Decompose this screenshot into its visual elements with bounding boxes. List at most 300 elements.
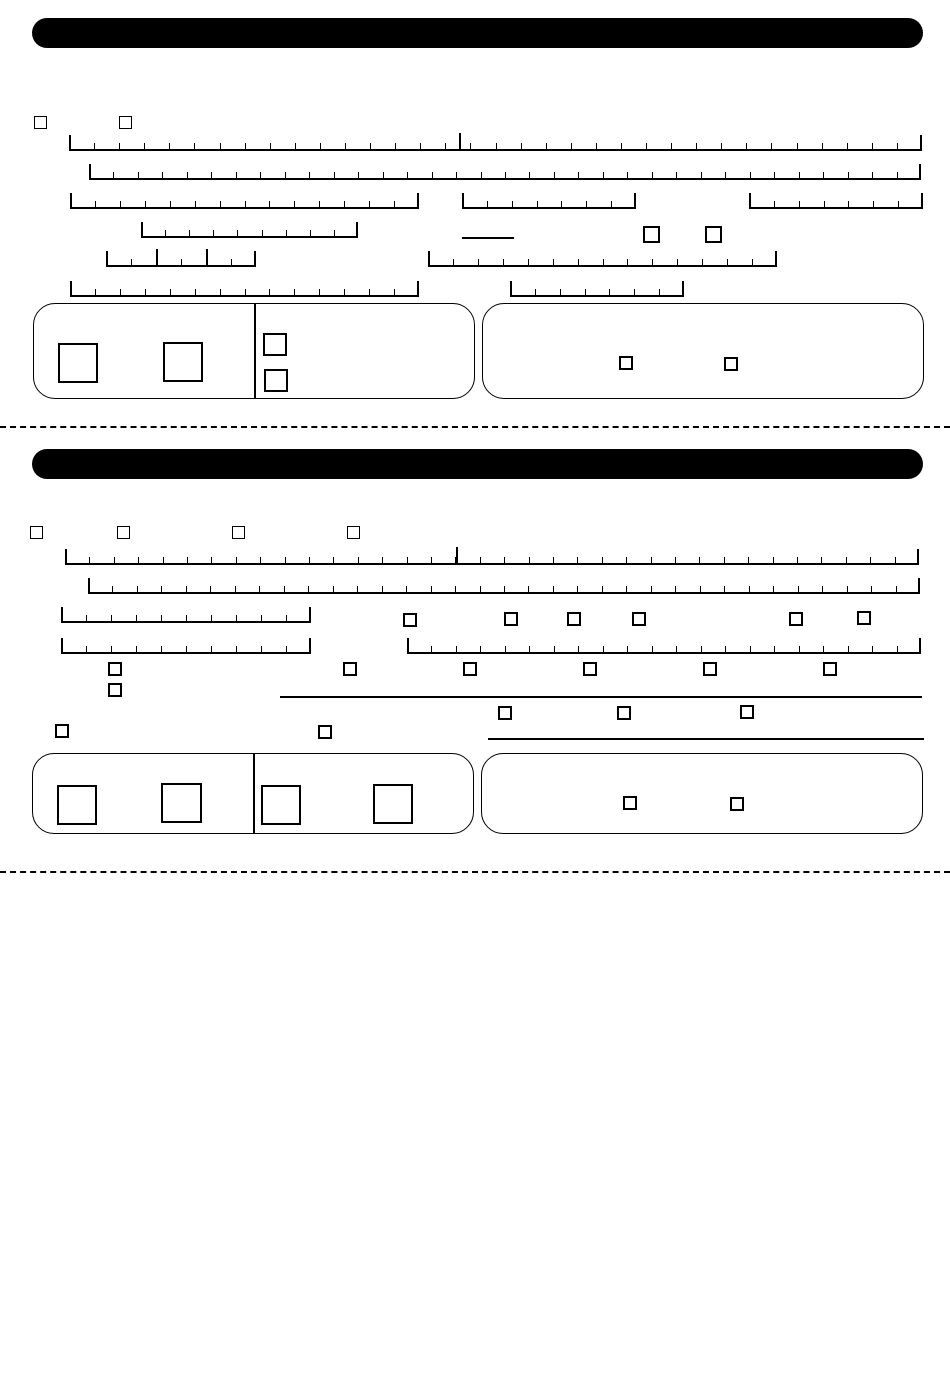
comb-tick bbox=[627, 259, 628, 265]
comb-divider bbox=[459, 133, 461, 149]
comb-tick bbox=[652, 259, 653, 265]
section-a-field-row1[interactable] bbox=[69, 135, 922, 151]
comb-tick bbox=[773, 586, 774, 592]
comb-tick bbox=[578, 259, 579, 265]
comb-tick bbox=[236, 646, 237, 652]
comb-tick bbox=[798, 586, 799, 592]
comb-tick bbox=[823, 646, 824, 652]
section-a-option-box-2[interactable] bbox=[264, 369, 288, 392]
comb-tick bbox=[136, 615, 137, 621]
section-a-checkbox-4[interactable] bbox=[705, 226, 722, 243]
comb-tick bbox=[553, 586, 554, 592]
comb-tick bbox=[847, 143, 848, 149]
section-b-checkbox-20[interactable] bbox=[740, 705, 754, 719]
comb-tick bbox=[675, 557, 676, 563]
section-a-large-box-2[interactable] bbox=[163, 342, 203, 382]
comb-tick bbox=[382, 557, 383, 563]
comb-tick bbox=[675, 586, 676, 592]
comb-tick bbox=[94, 143, 95, 149]
section-b-checkbox-7[interactable] bbox=[567, 612, 581, 626]
comb-tick bbox=[481, 172, 482, 178]
comb-tick bbox=[846, 557, 847, 563]
comb-tick bbox=[120, 201, 121, 207]
comb-tick bbox=[727, 259, 728, 265]
comb-tick bbox=[822, 143, 823, 149]
comb-tick bbox=[211, 172, 212, 178]
comb-ticks bbox=[141, 230, 358, 236]
comb-tick bbox=[189, 230, 190, 236]
comb-tick bbox=[609, 289, 610, 295]
comb-tick bbox=[431, 557, 432, 563]
comb-tick bbox=[603, 646, 604, 652]
comb-tick bbox=[220, 289, 221, 295]
comb-tick bbox=[873, 201, 874, 207]
comb-tick bbox=[213, 230, 214, 236]
section-a-right-checkbox-2[interactable] bbox=[724, 357, 738, 371]
section-a-option-box-1[interactable] bbox=[263, 333, 287, 356]
section-b-checkbox-2[interactable] bbox=[117, 526, 130, 539]
comb-tick bbox=[870, 557, 871, 563]
section-a-large-box-1[interactable] bbox=[58, 343, 98, 383]
comb-tick bbox=[676, 646, 677, 652]
comb-tick bbox=[170, 289, 171, 295]
comb-tick bbox=[496, 143, 497, 149]
comb-tick bbox=[701, 646, 702, 652]
section-b-header-bar bbox=[32, 449, 923, 479]
comb-tick bbox=[236, 557, 237, 563]
section-a-right-checkbox-1[interactable] bbox=[619, 356, 633, 370]
comb-tick bbox=[521, 143, 522, 149]
comb-tick bbox=[659, 289, 660, 295]
comb-tick bbox=[394, 201, 395, 207]
section-b-field-row3[interactable] bbox=[61, 607, 311, 623]
comb-tick bbox=[295, 143, 296, 149]
comb-tick bbox=[407, 557, 408, 563]
comb-tick bbox=[505, 646, 506, 652]
comb-tick bbox=[95, 201, 96, 207]
section-b-checkbox-16[interactable] bbox=[703, 662, 717, 676]
comb-tick bbox=[797, 557, 798, 563]
comb-tick bbox=[456, 172, 457, 178]
comb-tick bbox=[871, 586, 872, 592]
comb-tick bbox=[503, 259, 504, 265]
comb-tick bbox=[245, 201, 246, 207]
comb-tick bbox=[319, 289, 320, 295]
section-a-short-underline bbox=[462, 237, 514, 239]
comb-ticks bbox=[61, 646, 311, 652]
section-a-field-row4[interactable] bbox=[141, 222, 358, 238]
comb-tick bbox=[799, 201, 800, 207]
section-b-large-box-2[interactable] bbox=[161, 783, 202, 823]
comb-tick bbox=[112, 586, 113, 592]
comb-tick bbox=[676, 172, 677, 178]
comb-tick bbox=[823, 172, 824, 178]
comb-tick bbox=[627, 646, 628, 652]
comb-tick bbox=[220, 201, 221, 207]
comb-tick bbox=[145, 201, 146, 207]
comb-tick bbox=[553, 557, 554, 563]
comb-tick bbox=[220, 143, 221, 149]
comb-tick bbox=[453, 259, 454, 265]
section-b-checkbox-22[interactable] bbox=[318, 725, 332, 739]
comb-tick bbox=[824, 201, 825, 207]
comb-tick bbox=[194, 143, 195, 149]
section-b-field-row4a[interactable] bbox=[61, 638, 311, 654]
comb-tick bbox=[370, 143, 371, 149]
comb-tick bbox=[652, 646, 653, 652]
section-a-field-row3c[interactable] bbox=[749, 193, 923, 209]
comb-tick bbox=[161, 586, 162, 592]
comb-tick bbox=[319, 201, 320, 207]
comb-tick bbox=[560, 289, 561, 295]
comb-tick bbox=[145, 289, 146, 295]
comb-tick bbox=[165, 230, 166, 236]
comb-tick bbox=[774, 172, 775, 178]
comb-tick bbox=[561, 201, 562, 207]
comb-tick bbox=[578, 172, 579, 178]
comb-tick bbox=[308, 586, 309, 592]
comb-tick bbox=[169, 143, 170, 149]
section-b-checkbox-8[interactable] bbox=[632, 612, 646, 626]
section-a-field-row6a[interactable] bbox=[70, 281, 419, 297]
comb-tick bbox=[407, 172, 408, 178]
comb-tick bbox=[95, 289, 96, 295]
section-a-checkbox-3[interactable] bbox=[643, 226, 660, 243]
comb-tick bbox=[651, 557, 652, 563]
section-b-field-row2[interactable] bbox=[88, 578, 920, 594]
comb-tick bbox=[611, 201, 612, 207]
comb-tick bbox=[725, 172, 726, 178]
comb-ticks bbox=[70, 201, 419, 207]
comb-tick bbox=[596, 143, 597, 149]
section-b-checkbox-17[interactable] bbox=[823, 662, 837, 676]
section-b-checkbox-11[interactable] bbox=[108, 662, 122, 676]
comb-tick bbox=[701, 172, 702, 178]
comb-tick bbox=[480, 557, 481, 563]
comb-tick bbox=[528, 586, 529, 592]
comb-tick bbox=[120, 289, 121, 295]
comb-tick bbox=[897, 646, 898, 652]
section-b-right-checkbox-1[interactable] bbox=[623, 796, 637, 810]
comb-tick bbox=[634, 289, 635, 295]
section-b-checkbox-5[interactable] bbox=[403, 613, 417, 627]
comb-tick bbox=[284, 586, 285, 592]
comb-tick bbox=[245, 289, 246, 295]
comb-tick bbox=[186, 615, 187, 621]
comb-tick bbox=[111, 615, 112, 621]
comb-tick bbox=[895, 557, 896, 563]
comb-tick bbox=[345, 143, 346, 149]
comb-tick bbox=[260, 172, 261, 178]
comb-tick bbox=[358, 172, 359, 178]
comb-tick bbox=[626, 586, 627, 592]
comb-tick bbox=[286, 646, 287, 652]
comb-tick bbox=[383, 172, 384, 178]
comb-tick bbox=[181, 259, 182, 265]
section-b-checkbox-14[interactable] bbox=[463, 662, 477, 676]
comb-tick bbox=[344, 289, 345, 295]
comb-tick bbox=[186, 646, 187, 652]
comb-tick bbox=[646, 143, 647, 149]
comb-tick bbox=[456, 646, 457, 652]
comb-tick bbox=[535, 289, 536, 295]
comb-tick bbox=[432, 172, 433, 178]
comb-tick bbox=[554, 646, 555, 652]
comb-tick bbox=[86, 615, 87, 621]
comb-tick bbox=[771, 143, 772, 149]
comb-tick bbox=[748, 557, 749, 563]
section-b-checkbox-3[interactable] bbox=[232, 526, 245, 539]
comb-tick bbox=[261, 615, 262, 621]
comb-tick bbox=[187, 172, 188, 178]
comb-tick bbox=[369, 201, 370, 207]
section-b-checkbox-1[interactable] bbox=[30, 526, 43, 539]
comb-tick bbox=[333, 557, 334, 563]
comb-tick bbox=[746, 143, 747, 149]
comb-tick bbox=[357, 586, 358, 592]
comb-tick bbox=[571, 143, 572, 149]
comb-tick bbox=[261, 646, 262, 652]
comb-tick bbox=[270, 143, 271, 149]
section-a-right-panel bbox=[482, 303, 924, 399]
comb-tick bbox=[231, 259, 232, 265]
comb-tick bbox=[822, 586, 823, 592]
comb-tick bbox=[210, 586, 211, 592]
comb-tick bbox=[395, 143, 396, 149]
comb-tick bbox=[621, 143, 622, 149]
section-b-field-row1[interactable] bbox=[65, 549, 919, 565]
comb-tick bbox=[577, 586, 578, 592]
comb-tick bbox=[848, 646, 849, 652]
comb-tick bbox=[773, 557, 774, 563]
comb-tick bbox=[603, 172, 604, 178]
comb-tick bbox=[799, 646, 800, 652]
section-b-checkbox-15[interactable] bbox=[583, 662, 597, 676]
comb-tick bbox=[236, 615, 237, 621]
comb-tick bbox=[724, 557, 725, 563]
comb-tick bbox=[269, 201, 270, 207]
comb-tick bbox=[285, 557, 286, 563]
comb-tick bbox=[821, 557, 822, 563]
section-b-large-box-4[interactable] bbox=[373, 784, 413, 824]
comb-ticks bbox=[89, 172, 921, 178]
comb-tick bbox=[89, 557, 90, 563]
comb-tick bbox=[529, 646, 530, 652]
comb-tick bbox=[603, 259, 604, 265]
cut-line-1 bbox=[0, 426, 950, 428]
comb-tick bbox=[163, 557, 164, 563]
comb-tick bbox=[897, 172, 898, 178]
comb-tick bbox=[262, 230, 263, 236]
comb-tick bbox=[285, 172, 286, 178]
comb-tick bbox=[86, 646, 87, 652]
comb-tick bbox=[344, 201, 345, 207]
comb-tick bbox=[537, 201, 538, 207]
comb-tick bbox=[211, 615, 212, 621]
section-b-left-panel-divider bbox=[253, 753, 255, 834]
comb-tick bbox=[162, 172, 163, 178]
comb-tick bbox=[799, 172, 800, 178]
comb-tick bbox=[627, 172, 628, 178]
cut-line-2 bbox=[0, 871, 950, 873]
comb-tick bbox=[211, 646, 212, 652]
section-b-field-row4b[interactable] bbox=[407, 638, 921, 654]
comb-tick bbox=[369, 289, 370, 295]
comb-tick bbox=[848, 172, 849, 178]
section-b-checkbox-19[interactable] bbox=[617, 706, 631, 720]
section-a-checkbox-2[interactable] bbox=[119, 116, 132, 129]
comb-tick bbox=[487, 201, 488, 207]
comb-tick bbox=[872, 172, 873, 178]
comb-tick bbox=[431, 646, 432, 652]
comb-tick bbox=[721, 143, 722, 149]
comb-ticks bbox=[61, 615, 311, 621]
comb-tick bbox=[626, 557, 627, 563]
comb-ticks bbox=[510, 289, 684, 295]
section-a-header-bar bbox=[32, 18, 923, 48]
comb-tick bbox=[382, 586, 383, 592]
section-b-checkbox-21[interactable] bbox=[55, 724, 69, 738]
comb-tick bbox=[111, 646, 112, 652]
section-b-checkbox-6[interactable] bbox=[504, 612, 518, 626]
comb-ticks bbox=[749, 201, 923, 207]
comb-tick bbox=[294, 289, 295, 295]
comb-tick bbox=[309, 172, 310, 178]
comb-tick bbox=[725, 646, 726, 652]
comb-tick bbox=[113, 172, 114, 178]
comb-tick bbox=[671, 143, 672, 149]
comb-tick bbox=[137, 586, 138, 592]
section-b-line-1 bbox=[280, 696, 922, 698]
comb-tick bbox=[699, 557, 700, 563]
comb-tick bbox=[586, 201, 587, 207]
section-b-checkbox-9[interactable] bbox=[789, 612, 803, 626]
comb-ticks bbox=[106, 259, 256, 265]
comb-ticks bbox=[88, 586, 920, 592]
comb-tick bbox=[286, 615, 287, 621]
section-b-checkbox-4[interactable] bbox=[347, 526, 360, 539]
comb-tick bbox=[652, 172, 653, 178]
comb-tick bbox=[554, 172, 555, 178]
comb-tick bbox=[358, 557, 359, 563]
comb-tick bbox=[394, 289, 395, 295]
comb-tick bbox=[334, 230, 335, 236]
comb-tick bbox=[245, 143, 246, 149]
section-a-field-row6b[interactable] bbox=[510, 281, 684, 297]
section-b-checkbox-10[interactable] bbox=[857, 611, 871, 625]
comb-tick bbox=[334, 172, 335, 178]
comb-divider bbox=[456, 547, 458, 563]
comb-tick bbox=[696, 143, 697, 149]
section-b-right-panel bbox=[481, 753, 923, 834]
comb-tick bbox=[847, 586, 848, 592]
comb-tick bbox=[553, 259, 554, 265]
section-a-field-row2[interactable] bbox=[89, 164, 921, 180]
comb-tick bbox=[136, 646, 137, 652]
comb-tick bbox=[431, 586, 432, 592]
comb-tick bbox=[131, 259, 132, 265]
section-a-field-row3b[interactable] bbox=[462, 193, 636, 209]
comb-tick bbox=[186, 586, 187, 592]
comb-tick bbox=[797, 143, 798, 149]
section-b-checkbox-13[interactable] bbox=[343, 662, 357, 676]
comb-tick bbox=[310, 230, 311, 236]
comb-tick bbox=[170, 201, 171, 207]
comb-tick bbox=[529, 557, 530, 563]
comb-tick bbox=[897, 143, 898, 149]
comb-ticks bbox=[65, 557, 919, 563]
section-a-left-panel-divider bbox=[254, 303, 256, 399]
section-b-line-2 bbox=[488, 738, 924, 740]
comb-tick bbox=[138, 557, 139, 563]
comb-tick bbox=[512, 201, 513, 207]
section-b-checkbox-18[interactable] bbox=[498, 706, 512, 720]
comb-tick bbox=[750, 172, 751, 178]
comb-tick bbox=[420, 143, 421, 149]
comb-tick bbox=[504, 557, 505, 563]
comb-ticks bbox=[428, 259, 777, 265]
comb-ticks bbox=[70, 289, 419, 295]
comb-tick bbox=[702, 259, 703, 265]
comb-tick bbox=[724, 586, 725, 592]
comb-tick bbox=[195, 201, 196, 207]
comb-tick bbox=[529, 172, 530, 178]
comb-tick bbox=[848, 201, 849, 207]
section-a-field-row3a[interactable] bbox=[70, 193, 419, 209]
comb-tick bbox=[774, 646, 775, 652]
section-b-large-box-3[interactable] bbox=[261, 785, 301, 825]
comb-ticks bbox=[407, 646, 921, 652]
comb-tick bbox=[114, 557, 115, 563]
comb-tick bbox=[470, 143, 471, 149]
comb-tick bbox=[269, 289, 270, 295]
comb-tick bbox=[700, 586, 701, 592]
comb-tick bbox=[138, 172, 139, 178]
section-b-large-box-1[interactable] bbox=[57, 785, 97, 825]
comb-tick bbox=[161, 615, 162, 621]
comb-tick bbox=[259, 586, 260, 592]
comb-tick bbox=[235, 586, 236, 592]
comb-tick bbox=[478, 259, 479, 265]
comb-tick bbox=[211, 557, 212, 563]
comb-tick bbox=[578, 646, 579, 652]
comb-tick bbox=[602, 557, 603, 563]
comb-tick bbox=[480, 586, 481, 592]
section-a-field-row5a[interactable] bbox=[106, 251, 256, 267]
comb-tick bbox=[750, 646, 751, 652]
section-b-right-checkbox-2[interactable] bbox=[730, 797, 744, 811]
comb-ticks bbox=[69, 143, 922, 149]
comb-tick bbox=[528, 259, 529, 265]
comb-tick bbox=[585, 289, 586, 295]
comb-tick bbox=[309, 557, 310, 563]
comb-tick bbox=[577, 557, 578, 563]
comb-tick bbox=[237, 230, 238, 236]
section-b-checkbox-12[interactable] bbox=[108, 683, 122, 697]
comb-tick bbox=[294, 201, 295, 207]
comb-tick bbox=[504, 586, 505, 592]
comb-tick bbox=[898, 201, 899, 207]
comb-tick bbox=[749, 586, 750, 592]
comb-ticks bbox=[462, 201, 636, 207]
section-a-checkbox-1[interactable] bbox=[34, 116, 47, 129]
section-a-field-row5b[interactable] bbox=[428, 251, 777, 267]
comb-tick bbox=[320, 143, 321, 149]
comb-tick bbox=[455, 586, 456, 592]
comb-tick bbox=[872, 646, 873, 652]
comb-tick bbox=[445, 143, 446, 149]
comb-tick bbox=[333, 586, 334, 592]
